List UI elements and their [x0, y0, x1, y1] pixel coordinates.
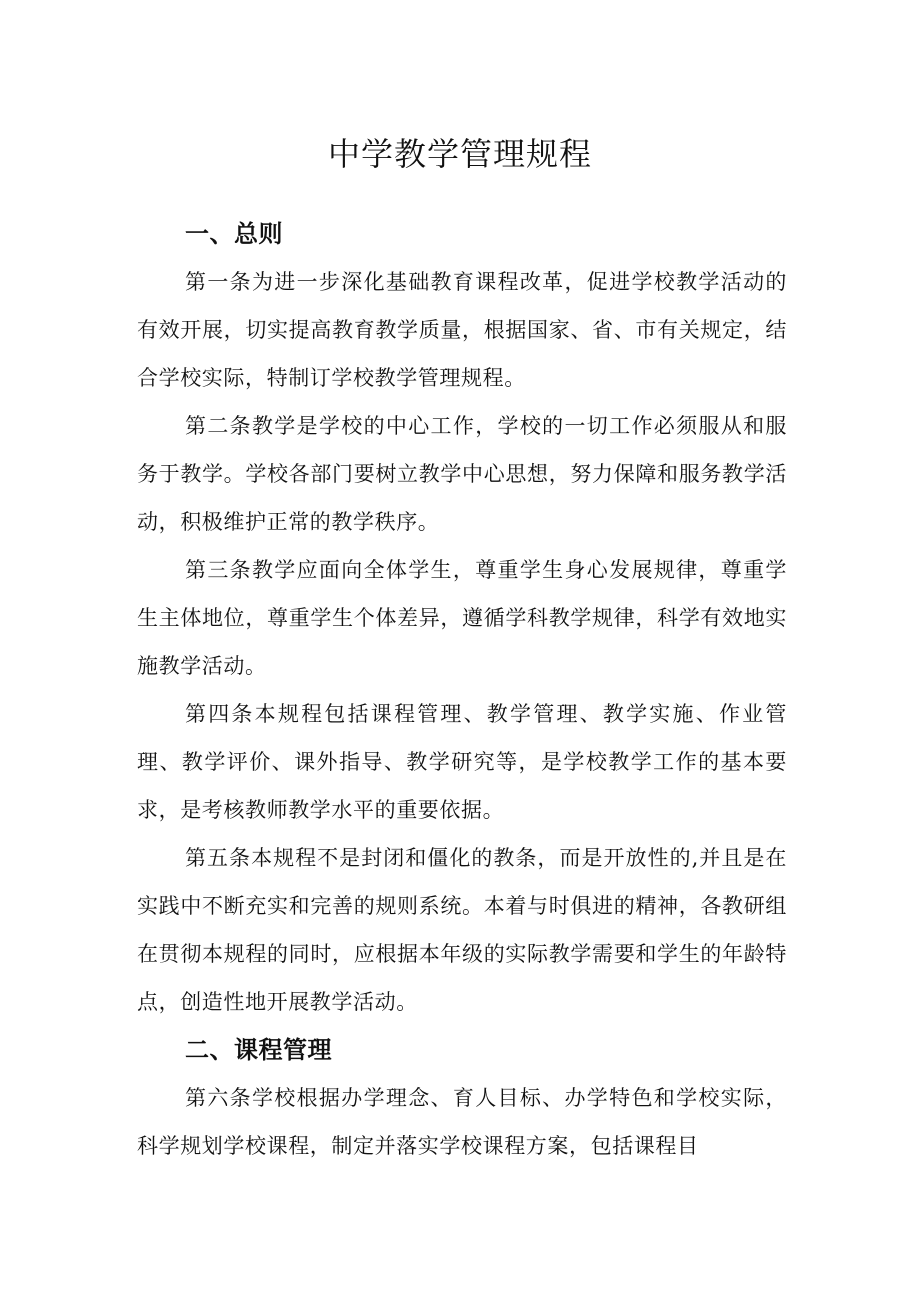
section-heading-general: 一、总则 — [185, 220, 283, 248]
document-body — [137, 210, 787, 1170]
section-heading-curriculum: 二、课程管理 — [185, 1036, 332, 1064]
paragraph-article-2: 第二条教学是学校的中心工作，学校的一切工作必须服从和服务于教学。学校各部门要树立教学中心思想，努力保障和服务教学活动，积极维护正常的教学秩序。 — [137, 414, 787, 534]
paragraph-article-5: 第五条本规程不是封闭和僵化的教条，而是开放性的,并且是在实践中不断充实和完善的规则系统。本着与时俱进的精神，各教研组在贯彻本规程的同时，应根据本年级的实际教学需要和学生的年龄特点，创造性地开展教学活动。 — [137, 846, 787, 1014]
paragraph-article-3: 第三条教学应面向全体学生，尊重学生身心发展规律，尊重学生主体地位，尊重学生个体差异，遵循学科教学规律，科学有效地实施教学活动。 — [137, 558, 787, 678]
paragraph-article-6: 第六条学校根据办学理念、育人目标、办学特色和学校实际，科学规划学校课程，制定并落实学校课程方案，包括课程目 — [137, 1086, 787, 1158]
document-title: 中学教学管理规程 — [327, 135, 592, 173]
paragraph-article-1: 第一条为进一步深化基础教育课程改革，促进学校教学活动的有效开展，切实提高教育教学质量，根据国家、省、市有关规定，结合学校实际，特制订学校教学管理规程。 — [137, 270, 787, 390]
paragraph-article-4: 第四条本规程包括课程管理、教学管理、教学实施、作业管理、教学评价、课外指导、教学研究等，是学校教学工作的基本要求，是考核教师教学水平的重要依据。 — [137, 702, 787, 822]
